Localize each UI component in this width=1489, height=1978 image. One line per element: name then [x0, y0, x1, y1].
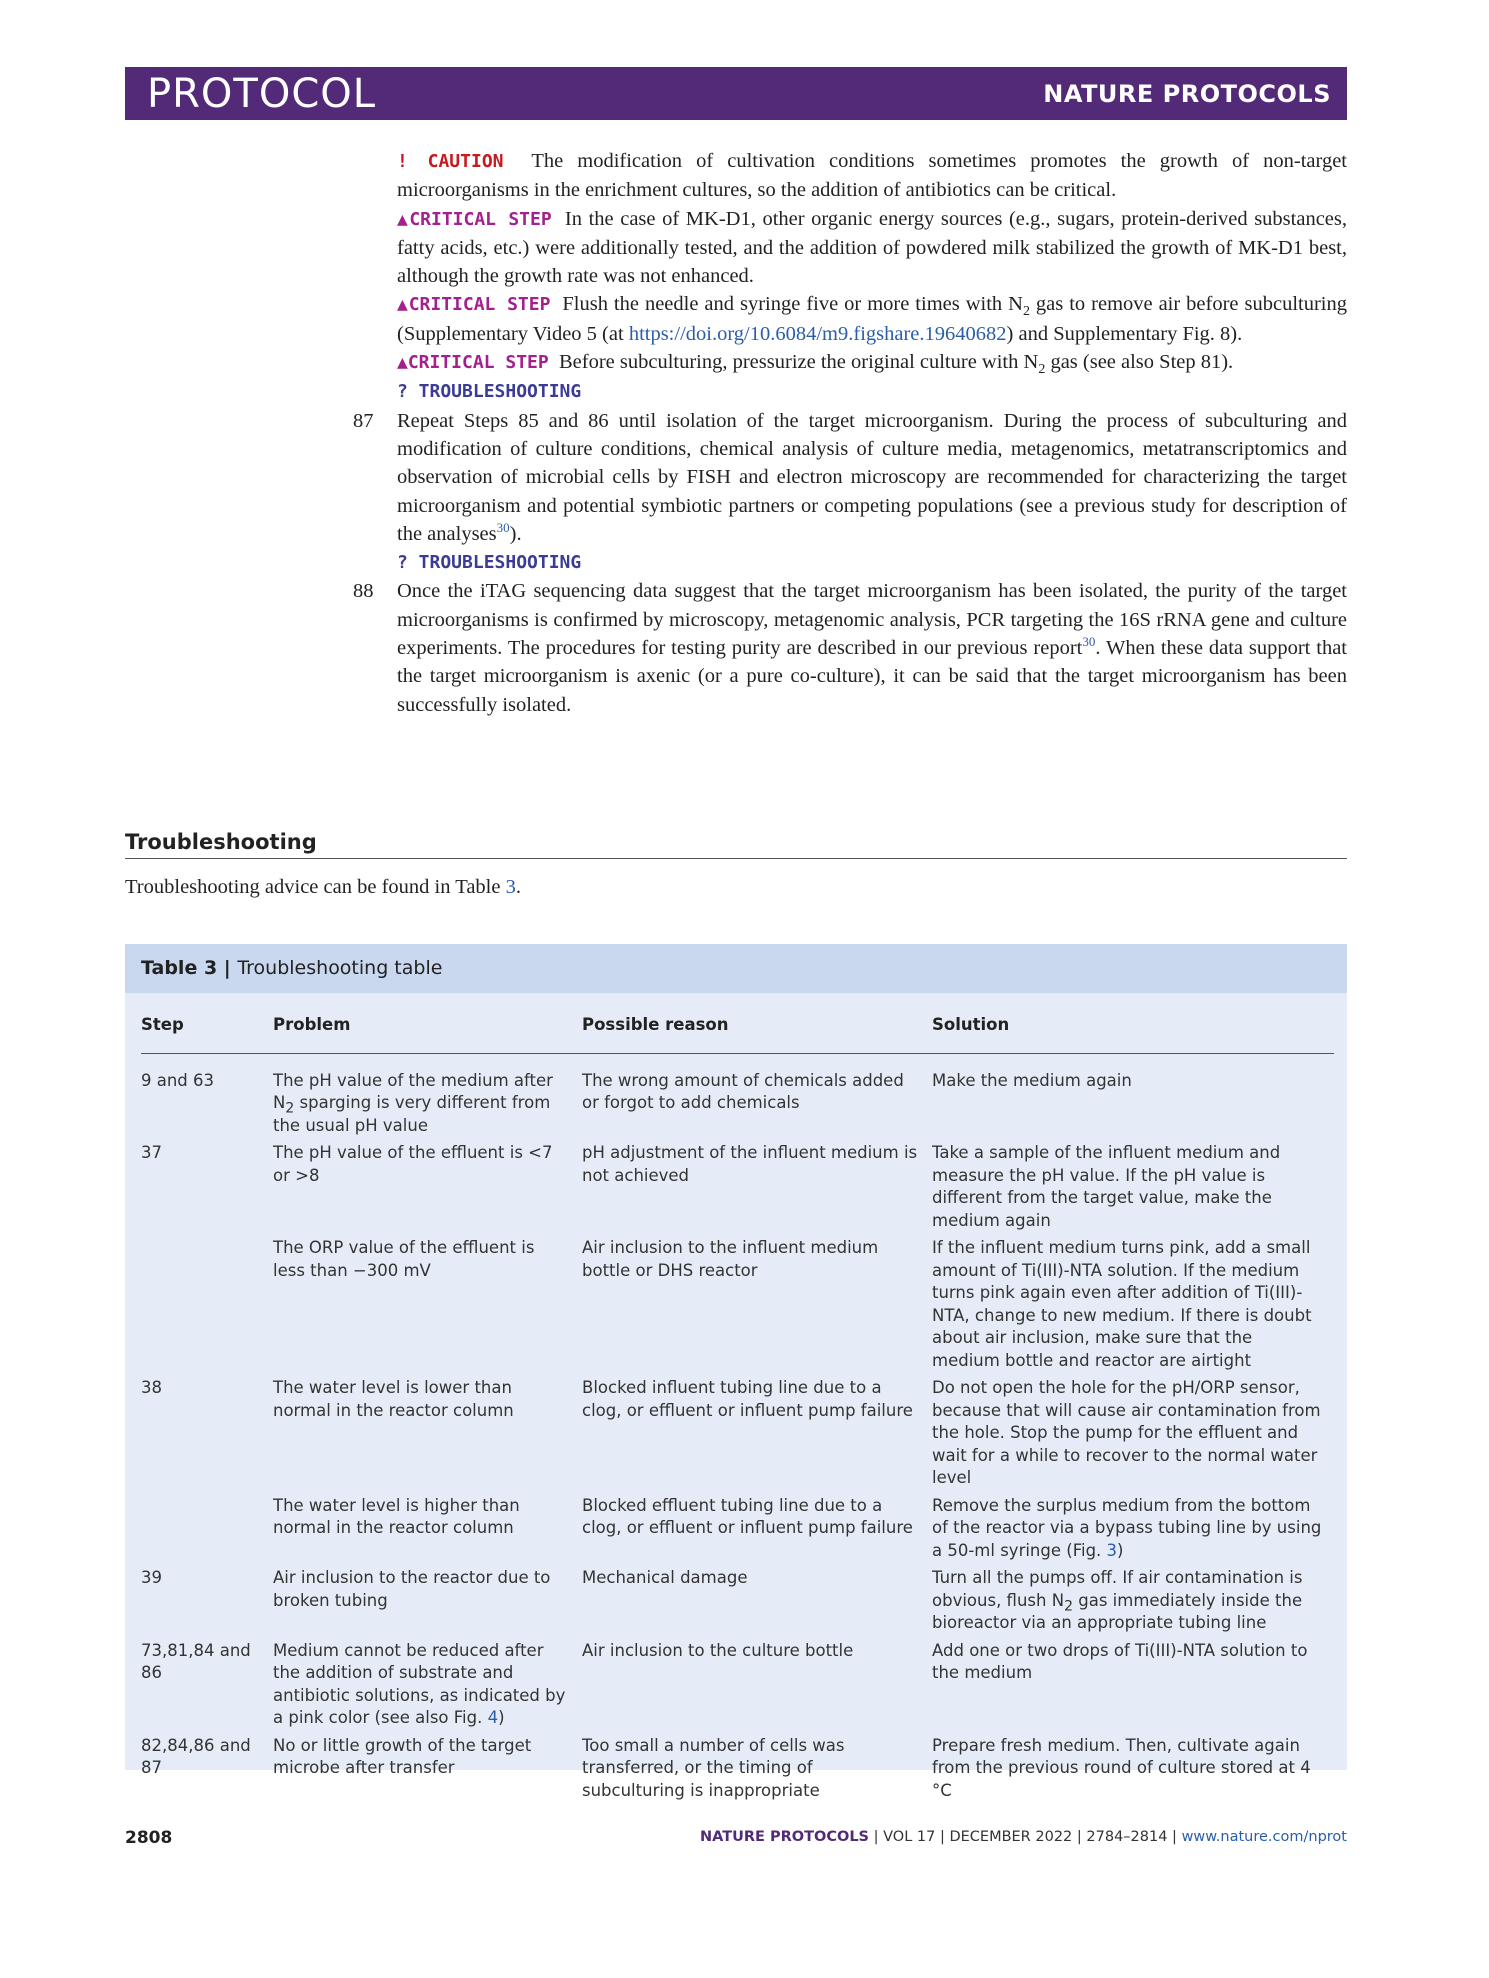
troubleshooting-label: ? TROUBLESHOOTING — [397, 381, 582, 403]
cell-problem — [273, 1053, 582, 1142]
section-text — [125, 876, 521, 899]
section-heading: Troubleshooting — [125, 830, 1347, 859]
table-link[interactable]: 3 — [505, 876, 516, 898]
critical-step-3 — [397, 348, 1347, 377]
subscript: 2 — [285, 1100, 295, 1117]
cell-step — [141, 1237, 273, 1377]
subscript: 2 — [1022, 304, 1030, 320]
cell-solution: If the influent medium turns pink, add a small amount of Ti(III)-NTA solution. If the medium turns pink again even after addition of Ti(III)-NTA, change to new medium. If there is doubt about air inclusion, make sure that the medium bottle and reactor are airtight — [932, 1238, 1312, 1370]
table-title: Troubleshooting table — [237, 957, 443, 979]
critical-label: ▲CRITICAL STEP — [397, 208, 552, 230]
column-header: Step — [141, 1004, 273, 1053]
step-text: Repeat Steps 85 and 86 until isolation of the target microorganism. During the process of subculturing and modification of culture conditions, chemical analysis of culture media, metagenomics, metatranscriptomics and observation of microbial cells by FISH and electron microscopy are recommended for characterizing the target microorganism and potential symbiotic partners or competing populations (see a previous study for description of the analyses — [397, 409, 1347, 545]
cell-text: Turn all the pumps off. If air contamination is obvious, flush N — [932, 1568, 1303, 1610]
column-header: Solution — [932, 1004, 1334, 1053]
footer-journal: NATURE PROTOCOLS — [700, 1829, 870, 1845]
footer-url[interactable]: www.nature.com/nprot — [1181, 1829, 1347, 1845]
table-row — [141, 1053, 1334, 1142]
cell-solution: Prepare fresh medium. Then, cultivate again from the previous round of culture stored at 4 °C — [932, 1735, 1311, 1800]
cell-solution: Make the medium again — [932, 1070, 1132, 1090]
cell-problem: No or little growth of the target microbe after transfer — [273, 1735, 532, 1777]
cell-step: 82,84,86 and 87 — [141, 1735, 251, 1777]
column-header: Problem — [273, 1004, 582, 1053]
critical-text: gas (see also Step 81). — [1045, 351, 1234, 374]
cell-step: 9 and 63 — [141, 1070, 215, 1090]
step-88 — [353, 577, 1347, 718]
cell-reason: Blocked effluent tubing line due to a clog, or effluent or influent pump failure — [582, 1495, 913, 1537]
cell-step: 38 — [141, 1378, 162, 1397]
table-row — [141, 1640, 1334, 1735]
cell-step: 39 — [141, 1568, 162, 1587]
cell-problem: The ORP value of the effluent is less than −300 mV — [273, 1238, 535, 1280]
table-header-row — [141, 1004, 1334, 1053]
caution-paragraph — [397, 147, 1347, 205]
journal-name: NATURE PROTOCOLS — [1043, 80, 1331, 108]
troubleshooting-marker — [397, 377, 1347, 406]
cell-text: Remove the surplus medium from the bottom of the reactor via a bypass tubing line by using a 50-ml syringe (Fig. — [932, 1495, 1322, 1560]
footer-citation: NATURE PROTOCOLS | VOL 17 | DECEMBER 2022 | 2784–2814 | www.nature.com/nprot — [700, 1829, 1347, 1845]
cell-text: The pH value of the medium after N — [273, 1070, 553, 1112]
cell-reason: The wrong amount of chemicals added or forgot to add chemicals — [582, 1070, 904, 1112]
table-row — [141, 1735, 1334, 1808]
section-sentence: Troubleshooting advice can be found in Table — [125, 876, 506, 898]
footer-volume: VOL 17 — [883, 1829, 936, 1845]
subscript: 2 — [1064, 1597, 1073, 1614]
step-text: ). — [509, 522, 522, 545]
table-caption — [125, 944, 1347, 993]
cell-solution: Add one or two drops of Ti(III)-NTA solution to the medium — [932, 1640, 1308, 1682]
critical-step-1 — [397, 205, 1347, 291]
table-row — [141, 1237, 1334, 1377]
step-number: 87 — [353, 409, 374, 432]
figure-link[interactable]: 3 — [1106, 1540, 1118, 1560]
cell-reason: Blocked influent tubing line due to a clog, or effluent or influent pump failure — [582, 1378, 913, 1420]
cell-reason: pH adjustment of the influent medium is not achieved — [582, 1143, 918, 1185]
cell-solution: Do not open the hole for the pH/ORP sensor, because that will cause air contamination from the hole. Stop the pump for the effluent and wait for a while to recover to the normal water level — [932, 1378, 1321, 1487]
cell-text: Medium cannot be reduced after the addition of substrate and antibiotic solutions, as indicated by a pink color (see also Fig. — [273, 1640, 566, 1727]
troubleshooting-label: ? TROUBLESHOOTING — [397, 552, 582, 574]
critical-text: In the case of MK-D1, other organic energy sources (e.g., sugars, protein-derived substances, fatty acids, etc.) were additionally tested, and the addition of powdered milk stabilized the growth of MK-D1 best, although the growth rate was not enhanced. — [397, 207, 1348, 288]
critical-text: gas to remove air before subculturing (Supplementary Video 5 (at — [397, 293, 1347, 345]
cell-solution: Take a sample of the influent medium and measure the pH value. If the pH value is different from the target value, make the medium again — [932, 1143, 1281, 1230]
cell-problem — [273, 1640, 582, 1735]
cell-text: ) — [1117, 1540, 1124, 1560]
step-text: Once the iTAG sequencing data suggest that the target microorganism has been isolated, the purity of the target microorganisms is confirmed by microscopy, metagenomic analysis, PCR targeting the 16S rRNA gene and culture experiments. The procedures for testing purity are described in our previous report — [397, 580, 1347, 660]
cell-reason: Too small a number of cells was transferred, or the timing of subculturing is inappropriate — [582, 1735, 845, 1800]
citation-ref[interactable]: 30 — [1082, 634, 1096, 650]
caution-label: ! CAUTION — [397, 151, 504, 172]
cell-step: 73,81,84 and 86 — [141, 1640, 251, 1682]
table-label: Table 3 | — [141, 957, 238, 979]
step-text: . When these data support that the target microorganism is axenic (or a pure co-culture), it can be said that the target microorganism has been successfully isolated. — [397, 637, 1347, 716]
table-row — [141, 1567, 1334, 1640]
critical-text: ) and Supplementary Fig. 8). — [1006, 322, 1243, 345]
critical-label: ▲CRITICAL STEP — [397, 352, 549, 374]
footer-pages: 2784–2814 — [1086, 1829, 1168, 1845]
cell-problem: The water level is higher than normal in the reactor column — [273, 1495, 520, 1537]
cell-step — [141, 1495, 273, 1568]
cell-problem: The pH value of the effluent is <7 or >8 — [273, 1143, 553, 1185]
page-number: 2808 — [125, 1828, 173, 1848]
cell-step: 37 — [141, 1143, 162, 1162]
caution-text: The modification of cultivation conditions sometimes promotes the growth of non-target microorganisms in the enrichment cultures, so the addition of antibiotics can be critical. — [397, 150, 1347, 202]
figure-link[interactable]: 4 — [487, 1708, 499, 1727]
critical-text: Flush the needle and syringe five or more times with N — [562, 293, 1023, 316]
troubleshooting-table — [125, 944, 1347, 1800]
section-label: PROTOCOL — [147, 71, 377, 117]
critical-step-2 — [397, 290, 1347, 348]
table-grid — [141, 1004, 1334, 1807]
cell-text: gas immediately inside the bioreactor via an appropriate tubing line — [932, 1590, 1303, 1632]
footer-date: DECEMBER 2022 — [949, 1829, 1073, 1845]
troubleshooting-marker — [397, 548, 1347, 577]
step-number: 88 — [353, 580, 374, 603]
step-87 — [353, 407, 1347, 548]
page-header — [125, 67, 1347, 120]
cell-solution — [932, 1495, 1334, 1568]
cell-text: ) — [498, 1708, 505, 1727]
critical-label: ▲CRITICAL STEP — [397, 294, 551, 316]
citation-ref[interactable]: 30 — [496, 520, 510, 536]
protocol-body — [353, 147, 1348, 719]
column-header: Possible reason — [582, 1004, 932, 1053]
cell-problem: The water level is lower than normal in the reactor column — [273, 1378, 514, 1420]
cell-solution — [932, 1567, 1334, 1640]
cell-reason: Air inclusion to the influent medium bottle or DHS reactor — [582, 1238, 879, 1280]
table-row — [141, 1495, 1334, 1568]
table-row — [141, 1142, 1334, 1237]
cell-reason: Air inclusion to the culture bottle — [582, 1640, 854, 1660]
section-sentence: . — [515, 876, 521, 898]
cell-reason: Mechanical damage — [582, 1568, 748, 1587]
table-row — [141, 1377, 1334, 1495]
critical-text: Before subculturing, pressurize the original culture with N — [558, 351, 1039, 374]
cell-problem: Air inclusion to the reactor due to broken tubing — [273, 1568, 551, 1610]
subscript: 2 — [1038, 362, 1046, 378]
figshare-link[interactable]: https://doi.org/10.6084/m9.figshare.19640682 — [628, 322, 1007, 345]
cell-text: sparging is very different from the usual pH value — [273, 1093, 551, 1135]
